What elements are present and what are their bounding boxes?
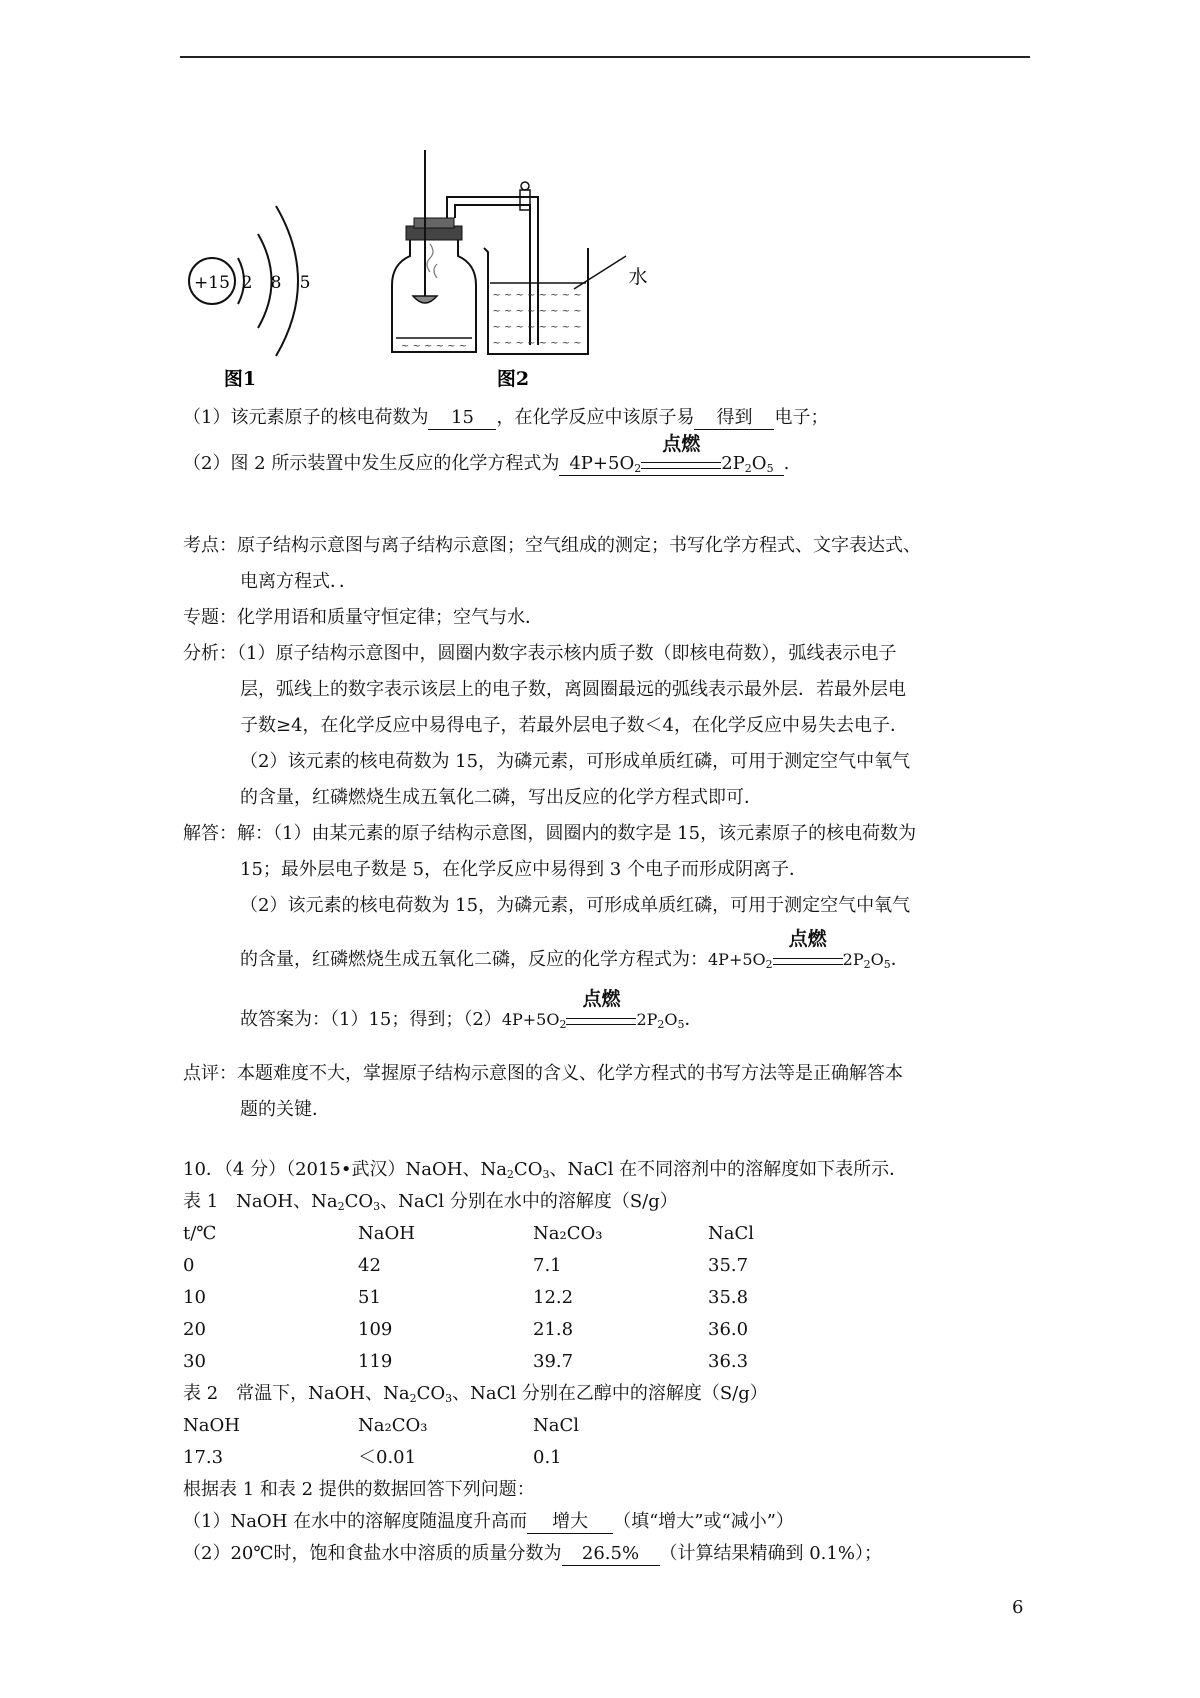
dianping-1: 点评：本题难度不大，掌握原子结构示意图的含义、化学方程式的书写方法等是正确解答本	[183, 1063, 903, 1084]
table2-header: NaCl	[533, 1415, 580, 1436]
q9-part1	[183, 406, 828, 430]
q10-part1: （1）NaOH 在水中的溶解度随温度升高而 增大 （填“增大”或“减小”）	[183, 1511, 794, 1532]
atom-structure-diagram	[189, 206, 310, 390]
table1-cell: 39.7	[533, 1351, 574, 1372]
fenxi-4: （2）该元素的核电荷数为 15，为磷元素，可形成单质红磷，可用于测定空气中氧气	[240, 751, 911, 772]
svg-text:~ ~ ~ ~ ~ ~ ~ ~: ~ ~ ~ ~ ~ ~ ~ ~	[492, 322, 582, 333]
jieda-1: 解答：解：（1）由某元素的原子结构示意图，圆圈内的数字是 15，该元素原子的核电荷数为	[183, 823, 917, 844]
q9-p1-mid: ，在化学反应中该原子易	[496, 407, 695, 428]
shell-arc-2	[258, 234, 272, 328]
q9-p2-text: （2）图 2 所示装置中发生反应的化学方程式为	[183, 453, 560, 474]
nucleus-label: +15	[194, 273, 230, 293]
table1-header: Na₂CO₃	[533, 1223, 603, 1244]
kaodian: 考点：原子结构示意图与离子结构示意图；空气组成的测定；书写化学方程式、文字表达式、	[183, 535, 921, 556]
table1-cell: 21.8	[533, 1319, 574, 1340]
table2-cell: 0.1	[533, 1447, 562, 1468]
table1-cell: 36.3	[708, 1351, 749, 1372]
table1-title: 表 1 NaOH、$Na_2CO_3$、NaCl 分别在水中的溶解度（S/g）	[183, 1191, 678, 1213]
q9-equation-answer: $4P+5O_2$ 点燃 $2P_2O_5$	[559, 453, 783, 476]
table2-header: NaOH	[183, 1415, 240, 1436]
figure-illustration	[0, 0, 1200, 400]
page-number: 6	[1012, 1597, 1024, 1618]
shell-1-count: 2	[241, 273, 253, 293]
q10-ask: 根据表 1 和表 2 提供的数据回答下列问题：	[183, 1479, 535, 1500]
q10-answer-2: 26.5%	[562, 1543, 660, 1566]
table1-cell: 0	[183, 1255, 195, 1276]
svg-text:~ ~ ~ ~ ~ ~: ~ ~ ~ ~ ~ ~	[400, 341, 468, 352]
fenxi-1: 分析：（1）原子结构示意图中，圆圈内数字表示核内质子数（即核电荷数），弧线表示电子	[183, 643, 897, 664]
svg-text:~ ~ ~ ~ ~ ~ ~ ~: ~ ~ ~ ~ ~ ~ ~ ~	[492, 290, 582, 301]
condition-label: 点燃	[662, 433, 701, 455]
table2-cell: 17.3	[183, 1447, 224, 1468]
dianping-2: 题的关键．	[240, 1099, 330, 1120]
jieda-4: 的含量，红磷燃烧生成五氧化二磷，反应的化学方程式为：$4P+5O_2$ 点燃 $2P_2O_5$．	[240, 928, 909, 971]
q9-p1-post: 电子；	[774, 407, 829, 428]
table1-cell: 119	[358, 1351, 393, 1372]
q10-part2: （2）20℃时，饱和食盐水中溶质的质量分数为 26.5% （计算结果精确到 0.1%）；	[183, 1543, 882, 1564]
table1-header: t/℃	[183, 1223, 217, 1244]
q9-part2: （2）图 2 所示装置中发生反应的化学方程式为 $4P+5O_2$ 点燃 $2P_2O_5$ .	[183, 433, 790, 475]
table2-cell: ＜0.01	[358, 1447, 417, 1468]
apparatus-diagram	[392, 150, 648, 390]
guda: 故答案为：（1）15；得到；$(2)4P+5O_2$ 点燃 $2P_2O_5$．	[240, 988, 703, 1031]
fenxi-3: 子数≥4，在化学反应中易得电子，若最外层电子数＜4，在化学反应中易失去电子．	[240, 715, 908, 736]
table1-header: NaCl	[708, 1223, 755, 1244]
fig1-label: 图1	[223, 368, 257, 390]
table1-cell: 42	[358, 1255, 381, 1276]
table1-cell: 51	[358, 1287, 381, 1308]
fenxi-5: 的含量，红磷燃烧生成五氧化二磷，写出反应的化学方程式即可．	[240, 787, 762, 808]
jieda-2: 15；最外层电子数是 5，在化学反应中易得到 3 个电子而形成阴离子．	[240, 859, 807, 880]
water-label: 水	[628, 266, 648, 288]
table1-cell: 12.2	[533, 1287, 574, 1308]
table1-cell: 30	[183, 1351, 206, 1372]
q9-answer-1: 15	[428, 407, 496, 430]
svg-text:~ ~ ~ ~ ~ ~ ~ ~: ~ ~ ~ ~ ~ ~ ~ ~	[492, 306, 582, 317]
q10-intro: 10．（4 分）（2015•武汉）NaOH、$Na_2CO_3$、NaCl 在不同溶剂中的溶解度如下表所示．	[183, 1159, 908, 1181]
q9-p1-text: （1）该元素原子的核电荷数为	[183, 407, 429, 428]
table1-header: NaOH	[358, 1223, 415, 1244]
q10-answer-1: 增大	[527, 1511, 613, 1534]
table2-title: 表 2 常温下，NaOH、$Na_2CO_3$、NaCl 分别在乙醇中的溶解度（S/g）	[183, 1383, 768, 1405]
table1-cell: 7.1	[533, 1255, 562, 1276]
table1-cell: 36.0	[708, 1319, 749, 1340]
table1-cell: 109	[358, 1319, 393, 1340]
equation-inline-2: $4P+5O_2$ 点燃 $2P_2O_5$	[501, 988, 685, 1031]
table2-header: Na₂CO₃	[358, 1415, 428, 1436]
equation-inline-1: $4P+5O_2$ 点燃 $2P_2O_5$	[708, 928, 891, 971]
table1-cell: 35.8	[708, 1287, 749, 1308]
svg-text:~ ~ ~ ~ ~ ~ ~ ~: ~ ~ ~ ~ ~ ~ ~ ~	[492, 338, 582, 349]
zhuanti: 专题：化学用语和质量守恒定律；空气与水．	[183, 607, 543, 628]
shell-3-count: 5	[299, 273, 311, 293]
kaodian-cont: 电离方程式．．	[240, 571, 357, 592]
table1-cell: 35.7	[708, 1255, 749, 1276]
table1-cell: 10	[183, 1287, 206, 1308]
table1-cell: 20	[183, 1319, 206, 1340]
fenxi-2: 层，弧线上的数字表示该层上的电子数，离圆圈最远的弧线表示最外层．若最外层电	[240, 679, 906, 700]
q9-answer-2: 得到	[694, 407, 774, 430]
fig2-label: 图2	[496, 368, 530, 390]
jieda-3: （2）该元素的核电荷数为 15，为磷元素，可形成单质红磷，可用于测定空气中氧气	[240, 895, 911, 916]
shell-2-count: 8	[270, 273, 282, 293]
